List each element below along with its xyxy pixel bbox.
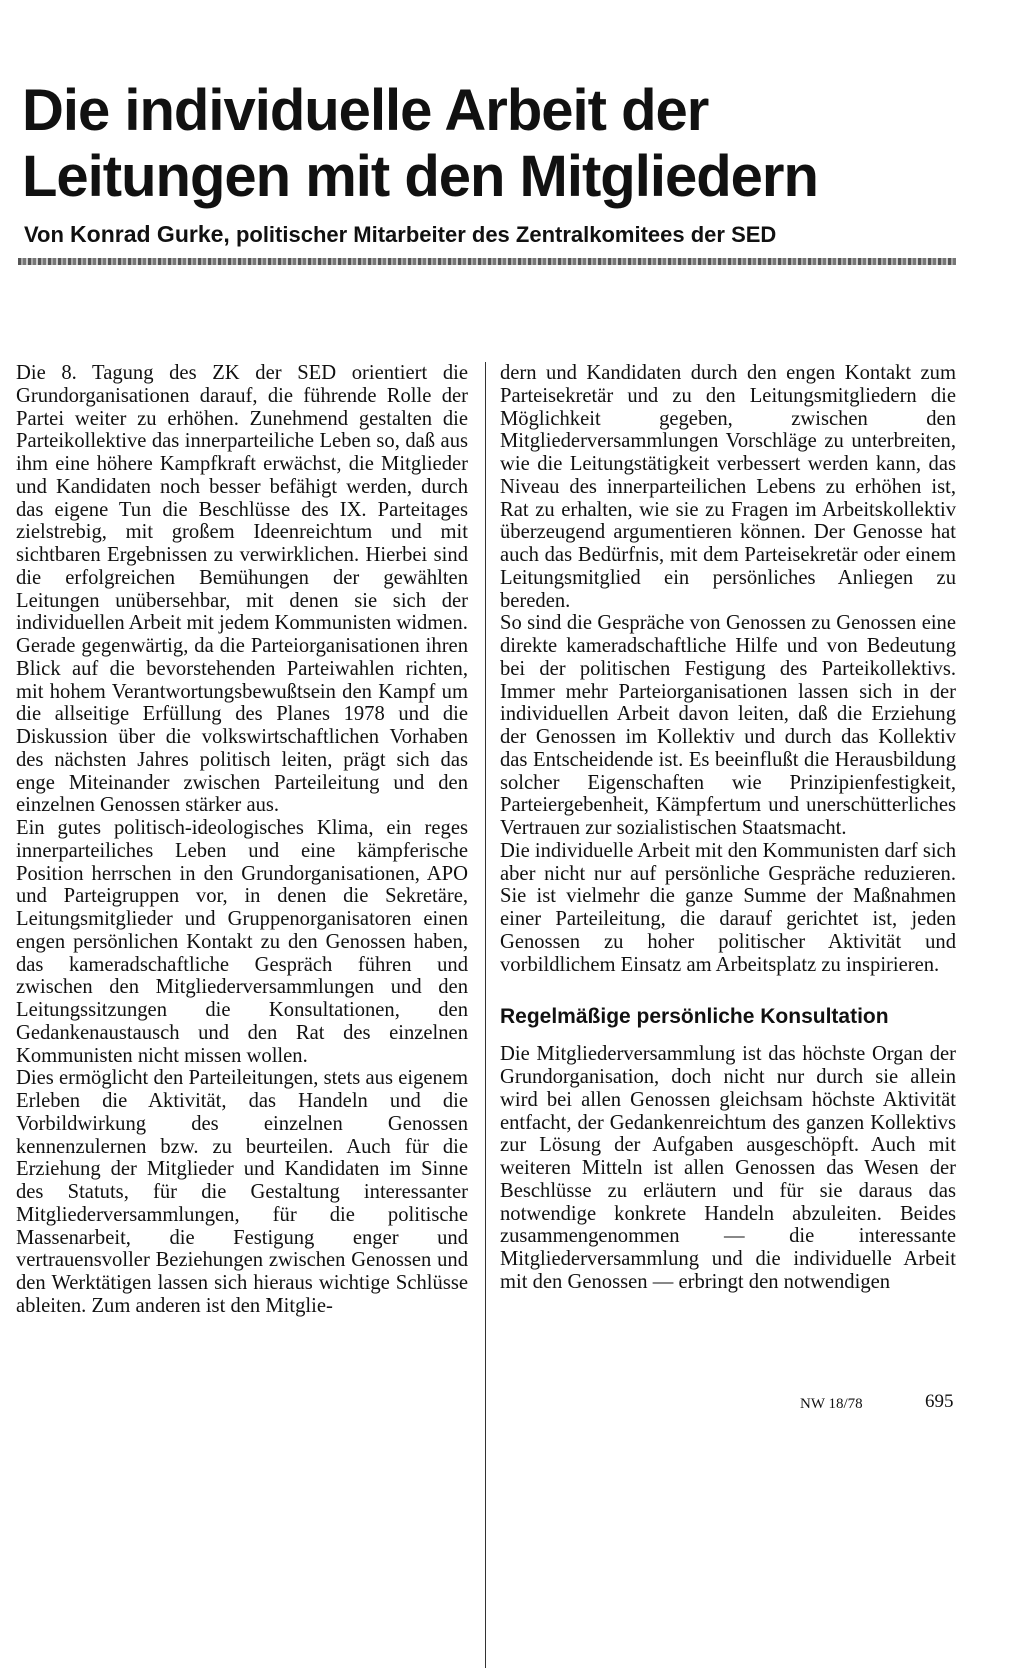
right-column: [500, 362, 956, 1294]
paragraph: Die individuelle Arbeit mit den Kommunisten darf sich aber nicht nur auf persönliche Gespräche reduzieren. Sie ist vielmehr die ganze Summe der Maßnahmen einer Parteileitung, die darauf gerichtet ist, jeden Genossen zu hoher politischer Aktivität und vorbildlichem Einsatz am Arbeitsplatz zu inspirieren.: [500, 839, 956, 976]
paragraph: Gerade gegenwärtig, da die Parteiorganisationen ihren Blick auf die bevorstehenden Parteiwahlen richten, mit hohem Verantwortungsbewußtsein den Kampf um die allseitige Erfüllung des Planes 1978 und die Diskussion über die volkswirtschaftlichen Vorhaben des nächsten Jahres politisch leiten, prägt sich das enge Miteinander zwischen Parteileitung und den einzelnen Genossen stärker aus.: [16, 635, 468, 817]
paragraph: Dies ermöglicht den Parteileitungen, stets aus eigenem Erleben die Aktivität, das Handeln und die Vorbildwirkung des einzelnen Genossen kennenzulernen bzw. zu beurteilen. Auch für die Erziehung der Mitglieder und Kandidaten im Sinne des Statuts, für die Gestaltung interessanter Mitgliederversammlungen, für die politische Massenarbeit, die Festigung enger und vertrauensvoller Beziehungen zwischen Genossen und den Werktätigen lassen sich hieraus wichtige Schlüsse ableiten. Zum anderen ist den Mitglie-: [16, 1067, 468, 1317]
author-role: politischer Mitarbeiter des Zentralkomitees der SED: [235, 222, 777, 247]
title-rule: [18, 258, 956, 265]
paragraph: So sind die Gespräche von Genossen zu Genossen eine direkte kameradschaftliche Hilfe und von Bedeutung bei der politischen Festigung des Parteikollektivs. Immer mehr Parteiorganisationen lassen sich in der individuellen Arbeit davon leiten, daß die Erziehung der Genossen im Kollektiv und durch das Kollektiv das Entscheidende ist. Es beeinflußt die Herausbildung solcher Eigenschaften wie Prinzipienfestigkeit, Parteiergebenheit, Kämpfertum und unerschütterliches Vertrauen zur sozialistischen Staatsmacht.: [500, 612, 956, 839]
paragraph: Die Mitgliederversammlung ist das höchste Organ der Grundorganisation, doch nicht nur durch sie allein wird bei allen Genossen gleichsam höchste Aktivität entfacht, der Gedankenreichtum des ganzen Kollektivs zur Lösung der Aufgaben ausgeschöpft. Auch mit weiteren Mitteln ist allen Genossen das Wesen der Beschlüsse zu erläutern und für sie daraus das notwendige konkrete Handeln abzuleiten. Beides zusammengenommen — die interessante Mitgliederversammlung und die individuelle Arbeit mit den Genossen — erbringt den notwendigen: [500, 1043, 956, 1293]
article-title: Die individuelle Arbeit der Leitungen mit den Mitgliedern: [22, 78, 818, 209]
column-divider: [485, 362, 486, 1668]
page-number: 695: [925, 1391, 954, 1412]
issue-reference: NW 18/78: [800, 1396, 863, 1412]
paragraph: dern und Kandidaten durch den engen Kontakt zum Parteisekretär und zu den Leitungsmitgliedern die Möglichkeit gegeben, zwischen den Mitgliederversammlungen Vorschläge zu unterbreiten, wie die Leitungstätigkeit verbessert werden kann, das Niveau des innerparteilichen Lebens zu erhöhen ist, Rat zu erhalten, wie sie zu Fragen im Arbeitskollektiv überzeugend argumentieren können. Der Genosse hat auch das Bedürfnis, mit dem Parteisekretär oder einem Leitungsmitglied ein persönliches Anliegen zu bereden.: [500, 362, 956, 612]
byline-prefix: Von: [24, 222, 64, 247]
paragraph: Ein gutes politisch-ideologisches Klima, ein reges innerparteiliches Leben und eine kämpferische Position herrschen in den Grundorganisationen, APO und Parteigruppen vor, in denen die Sekretäre, Leitungsmitglieder und Gruppenorganisatoren einen engen persönlichen Kontakt zu den Genossen haben, das kameradschaftliche Gespräch führen und zwischen den Mitgliederversammlungen und den Leitungssitzungen die Konsultationen, den Gedankenaustausch und den Rat des einzelnen Kommunisten nicht missen wollen.: [16, 817, 468, 1067]
byline: [24, 220, 984, 249]
section-heading: Regelmäßige persönliche Konsultation: [500, 1005, 889, 1029]
author-name: Konrad Gurke,: [70, 221, 230, 247]
left-column: [16, 362, 468, 1318]
paragraph: Die 8. Tagung des ZK der SED orientiert die Grundorganisationen darauf, die führende Rolle der Partei weiter zu erhöhen. Zunehmend gestalten die Parteikollektive das innerparteiliche Leben so, daß aus ihm eine höhere Kampfkraft erwächst, die Mitglieder und Kandidaten noch besser befähigt werden, durch das eigene Tun die Beschlüsse des IX. Parteitages zielstrebig, mit großem Ideenreichtum und mit sichtbaren Ergebnissen zu verwirklichen. Hierbei sind die erfolgreichen Bemühungen der gewählten Leitungen unübersehbar, mit denen sie sich der individuellen Arbeit mit jedem Kommunisten widmen.: [16, 362, 468, 635]
